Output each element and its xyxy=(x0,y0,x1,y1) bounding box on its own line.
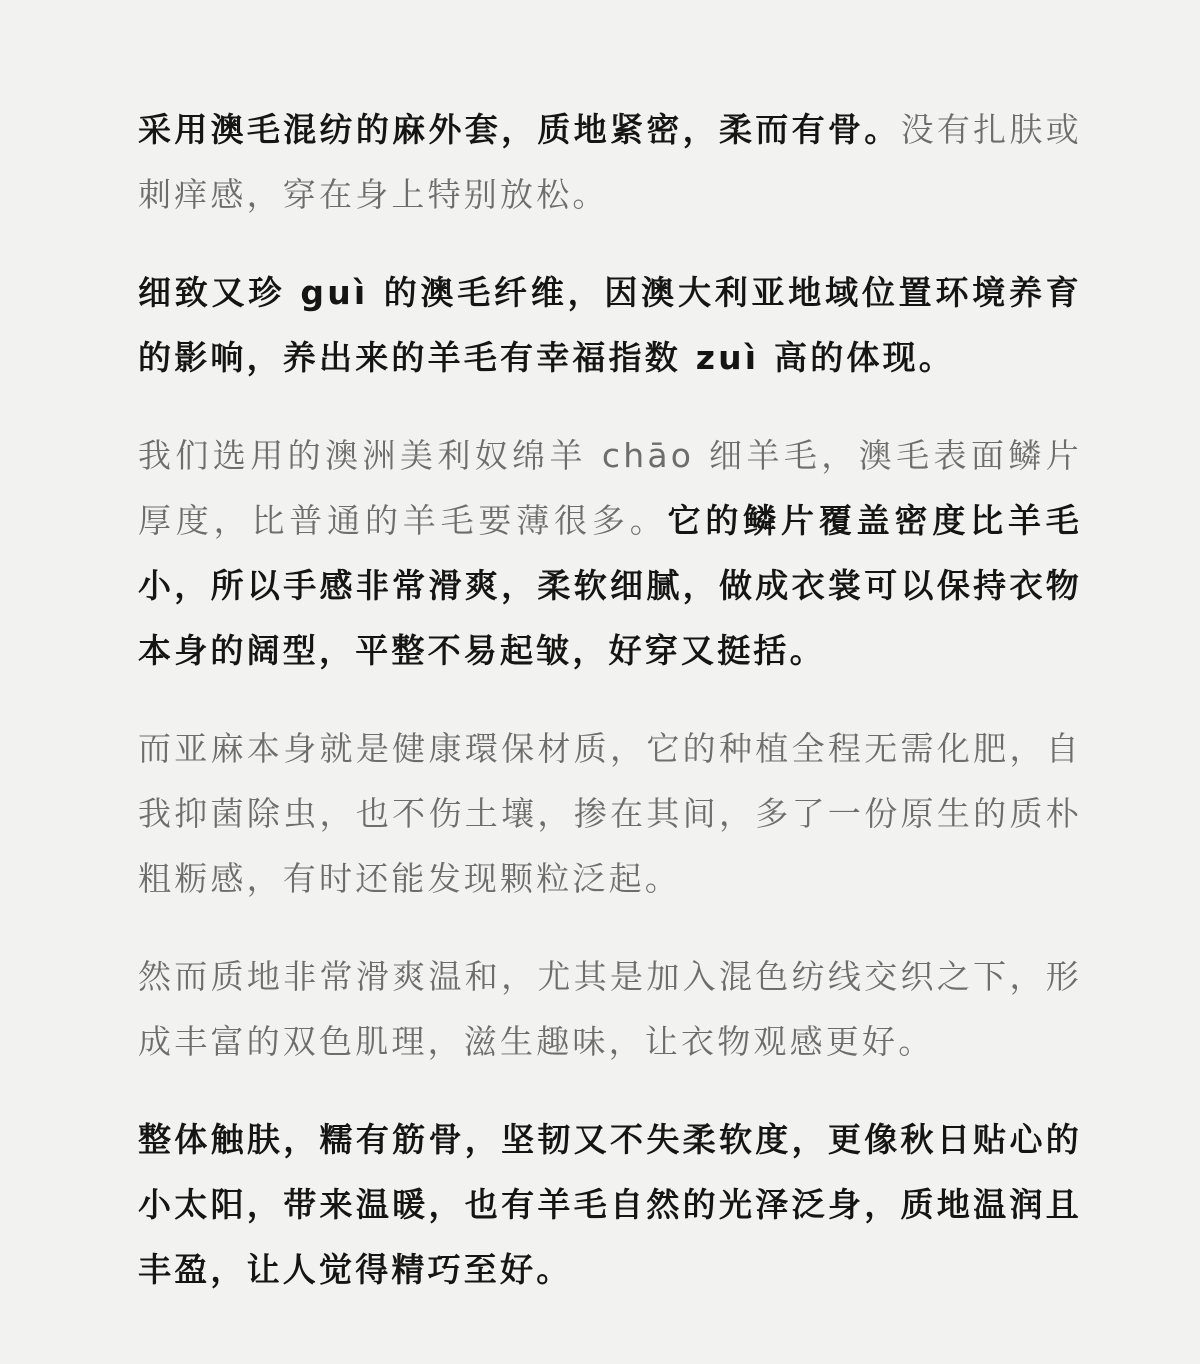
text-regular: 我们选用的澳洲美利奴绵羊 chāo 细羊毛，澳毛表面鳞片厚度，比普通的羊毛要薄很多。 xyxy=(138,436,1082,540)
text-regular: 而亚麻本身就是健康環保材质，它的种植全程无需化肥，自我抑菌除虫，也不伤土壤，掺在其间，多了一份原生的质朴粗粝感，有时还能发现颗粒泛起。 xyxy=(138,729,1082,898)
text-emphasis: 采用澳毛混纺的麻外套，质地紧密，柔而有骨。 xyxy=(138,110,901,149)
paragraph-merino-scales xyxy=(138,423,1082,683)
paragraph-fiber-origin xyxy=(138,260,1082,390)
paragraph-linen-eco xyxy=(138,716,1082,911)
text-emphasis: 它的鳞片覆盖密度比羊毛小，所以手感非常滑爽，柔软细腻，做成衣裳可以保持衣物本身的阔型，平整不易起皱，好穿又挺括。 xyxy=(138,501,1082,670)
article-body xyxy=(138,97,1082,1335)
paragraph-summary xyxy=(138,1107,1082,1302)
paragraph-texture xyxy=(138,97,1082,227)
text-emphasis: 整体触肤，糯有筋骨，坚韧又不失柔软度，更像秋日贴心的小太阳，带来温暖，也有羊毛自然的光泽泛身，质地温润且丰盈，让人觉得精巧至好。 xyxy=(138,1120,1082,1289)
text-regular: 没有扎肤或刺痒感，穿在身上特别放松。 xyxy=(138,110,1083,214)
text-regular: 然而质地非常滑爽温和，尤其是加入混色纺线交织之下，形成丰富的双色肌理，滋生趣味，让衣物观感更好。 xyxy=(138,957,1082,1061)
paragraph-two-tone xyxy=(138,944,1082,1074)
text-emphasis: 细致又珍 guì 的澳毛纤维，因澳大利亚地域位置环境养育的影响，养出来的羊毛有幸福指数 zuì 高的体现。 xyxy=(138,273,1082,377)
